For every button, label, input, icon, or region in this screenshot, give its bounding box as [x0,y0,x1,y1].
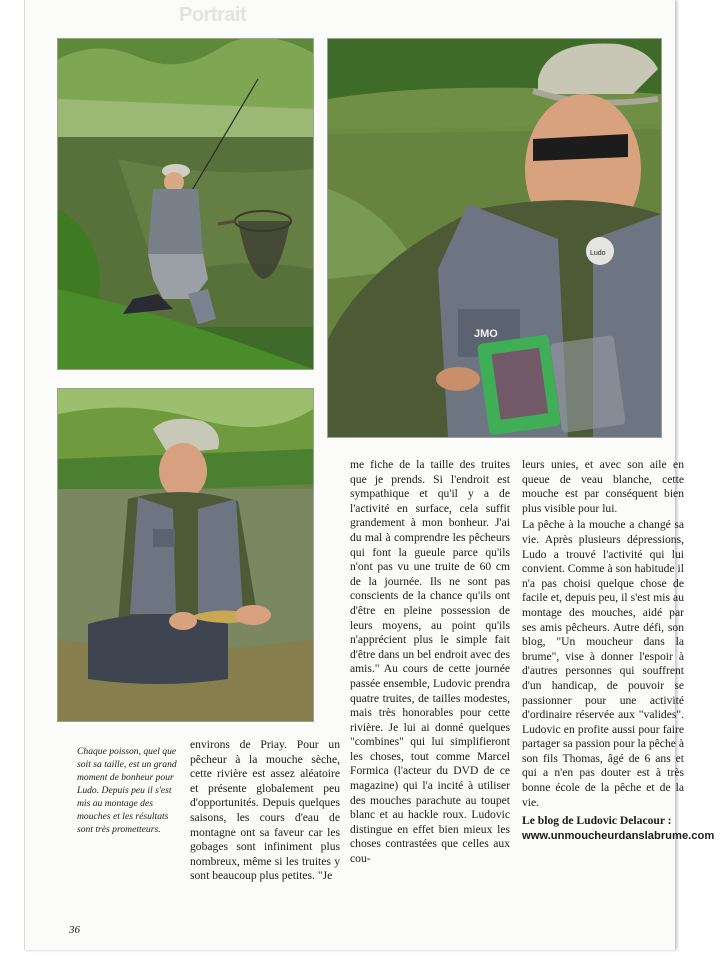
page-number: 36 [69,924,80,936]
photo-fly-box-portrait [327,38,662,438]
column-1-text: environs de Priay. Pour un pêcheur à la mouche sèche, cette rivière est assez aléatoire et présente globalement peu d'opportunités. Depuis quelques saisons, les cours d'eau de montagne ont sa faveur car les gobages sont infiniment plus nombreux, même si les truites y sont beaucoup plus petites. "Je [190,738,340,883]
magazine-page [24,0,715,950]
photo-caption: Chaque poisson, quel que soit sa taille, est un grand moment de bonheur pour Ludo. Depuis peu il s'est mis au montage des mouches et les résultats sont très prometteurs. [77,746,177,835]
article-column-3 [522,458,715,843]
column-3-paragraph-1: leurs unies, et avec son aile en queue de veau blanche, cette mouche est par conséquent bien plus visible pour lui. [522,458,684,515]
column-3-paragraph-2: La pêche à la mouche a changé sa vie. Après plusieurs dépressions, Ludo a trouvé l'activité qui lui convient. Comme à son habitude il n'a pas choisi quelque chose de facile et, depuis peu, il s'est mis au montage des mouches, aidé par ses amis pêcheurs. Autre défi, son blog, "Un moucheur dans la brume", vise à donner l'espoir à d'autres personnes qui souffrent d'un handicap, de pouvoir se passionner pour une activité d'ordinaire réservée aux "valides". Ludovic en profite aussi pour faire partager sa passion pour la pêche à son fils Thomas, âgé de 6 ans et qui a n'en pas douter est à très bonne école de la pêche et de la vie. [522,518,684,809]
section-header: Portrait [179,4,247,26]
column-2-text: me fiche de la taille des truites que je prends. Si l'endroit est sympathique et qu'il y a de l'activité en surface, cela suffit grandement à mon bonheur. J'ai du mal à comprendre les pêcheurs qui font la gueule parce qu'ils n'ont pas vu une truite de 60 cm de la journée. Ils ne sont pas conscients de la chance qu'ils ont d'être en pleine possession de leurs moyens, au point qu'ils n'apprécient plus le simple fait d'être dans un bel endroit avec des amis." Au cours de cette journée passée ensemble, Ludovic prendra quatre truites, de tailles modestes, mais très honorables pour cette rivière. Je lui ai donné quelques "combines" qui lui simplifieront les choses, tout comme Marcel Formica (l'acteur du DVD de ce magazine) qui l'a incité à utiliser des mouches parachute au toupet blanc et au hackle roux. Ludovic distingue en effet bien mieux les choses contrastées que celles aux cou- [350,458,510,866]
vest-badge-text: JMO [474,328,498,340]
vest-badge-ludo: Ludo [590,250,606,257]
blog-url-link[interactable]: www.unmoucheurdanslabrume.com [522,829,715,842]
blog-title: Le blog de Ludovic Delacour : [522,814,672,828]
article-column-1 [190,738,340,886]
photo-angler-trout [57,388,314,722]
article-column-2 [350,458,510,869]
photo-angler-netting [57,38,314,370]
